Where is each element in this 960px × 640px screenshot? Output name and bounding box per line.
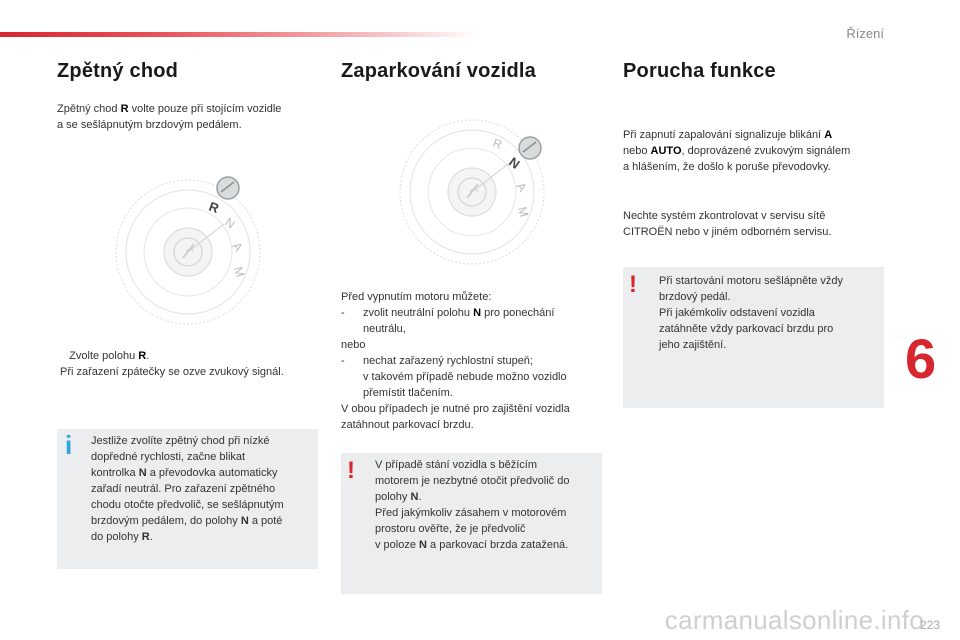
info-icon: i [65, 430, 73, 460]
gear-selector-reverse [108, 172, 268, 332]
reverse-intro: Zpětný chod R volte pouze při stojícím vozidle a se sešlápnutým brzdovým pedálem. [57, 103, 282, 131]
heading-malfunction: Porucha funkce [623, 60, 776, 82]
page-number: 223 [919, 618, 940, 632]
warning-note-parking: ! V případě stání vozidla s běžícím motorem je nezbytné otočit předvolič do polohy N. Před jakýmkoliv zásahem v motorovém prostoru ověřte, že je předvolič v poloze N a parkovací brzda zatažená. [341, 453, 602, 594]
gear-label-r: R [206, 198, 221, 217]
warning-icon: ! [629, 271, 637, 298]
gear-label-m: M [231, 265, 248, 279]
watermark: carmanualsonline.info [664, 605, 924, 635]
info-note-reverse: i Jestliže zvolíte zpětný chod při nízké dopředné rychlosti, začne blikat kontrolka N a převodovka automaticky zařadí neutrál. Pro zařazení zpětného chodu otočte předvolič, se sešlápnutým brzdovým pedálem, do polohy N a poté do polohy R. [57, 429, 318, 569]
gear-label-m: M [515, 205, 532, 219]
column-malfunction [623, 60, 883, 83]
warning-icon: ! [347, 457, 355, 484]
chapter-number: 6 [905, 327, 937, 390]
heading-reverse: Zpětný chod [57, 60, 179, 82]
heading-parking: Zaparkování vozidla [341, 60, 536, 82]
gear-label-a: A [229, 239, 246, 255]
column-parking [341, 60, 601, 83]
gear-label-n: N [506, 154, 523, 172]
gear-label-n: N [222, 214, 238, 232]
gear-selector-parking [392, 112, 552, 272]
gear-label-a: A [513, 179, 530, 195]
malfunction-text-2: Nechte systém zkontrolovat v servisu sítě CITROËN nebo v jiném odborném servisu. [623, 210, 832, 238]
section-label: Řízení [846, 26, 884, 41]
reverse-step: Zvolte polohu R. Při zařazení zpátečky se ozve zvukový signál. [60, 350, 284, 378]
parking-text: Před vypnutím motoru můžete: - zvolit neutrální polohu N pro ponechání neutrálu, nebo - nechat zařazený rychlostní stupeň; v takovém případě nebude možno vozidlo přemístit tlačením. V obou případech je nutné pro zajištění vozidla zatáhnout parkovací brzdu. [341, 291, 570, 431]
column-reverse [57, 60, 317, 83]
header-accent-bar [0, 32, 480, 37]
malfunction-text-1: Při zapnutí zapalování signalizuje blikání A nebo AUTO, doprovázené zvukovým signálem a hlášením, že došlo k poruše převodovky. [623, 129, 851, 173]
gear-label-r: R [490, 135, 504, 152]
warning-note-malfunction: ! Při startování motoru sešlápněte vždy brzdový pedál. Při jakémkoliv odstavení vozidla zatáhněte vždy parkovací brzdu pro jeho zajištění. [623, 267, 884, 408]
